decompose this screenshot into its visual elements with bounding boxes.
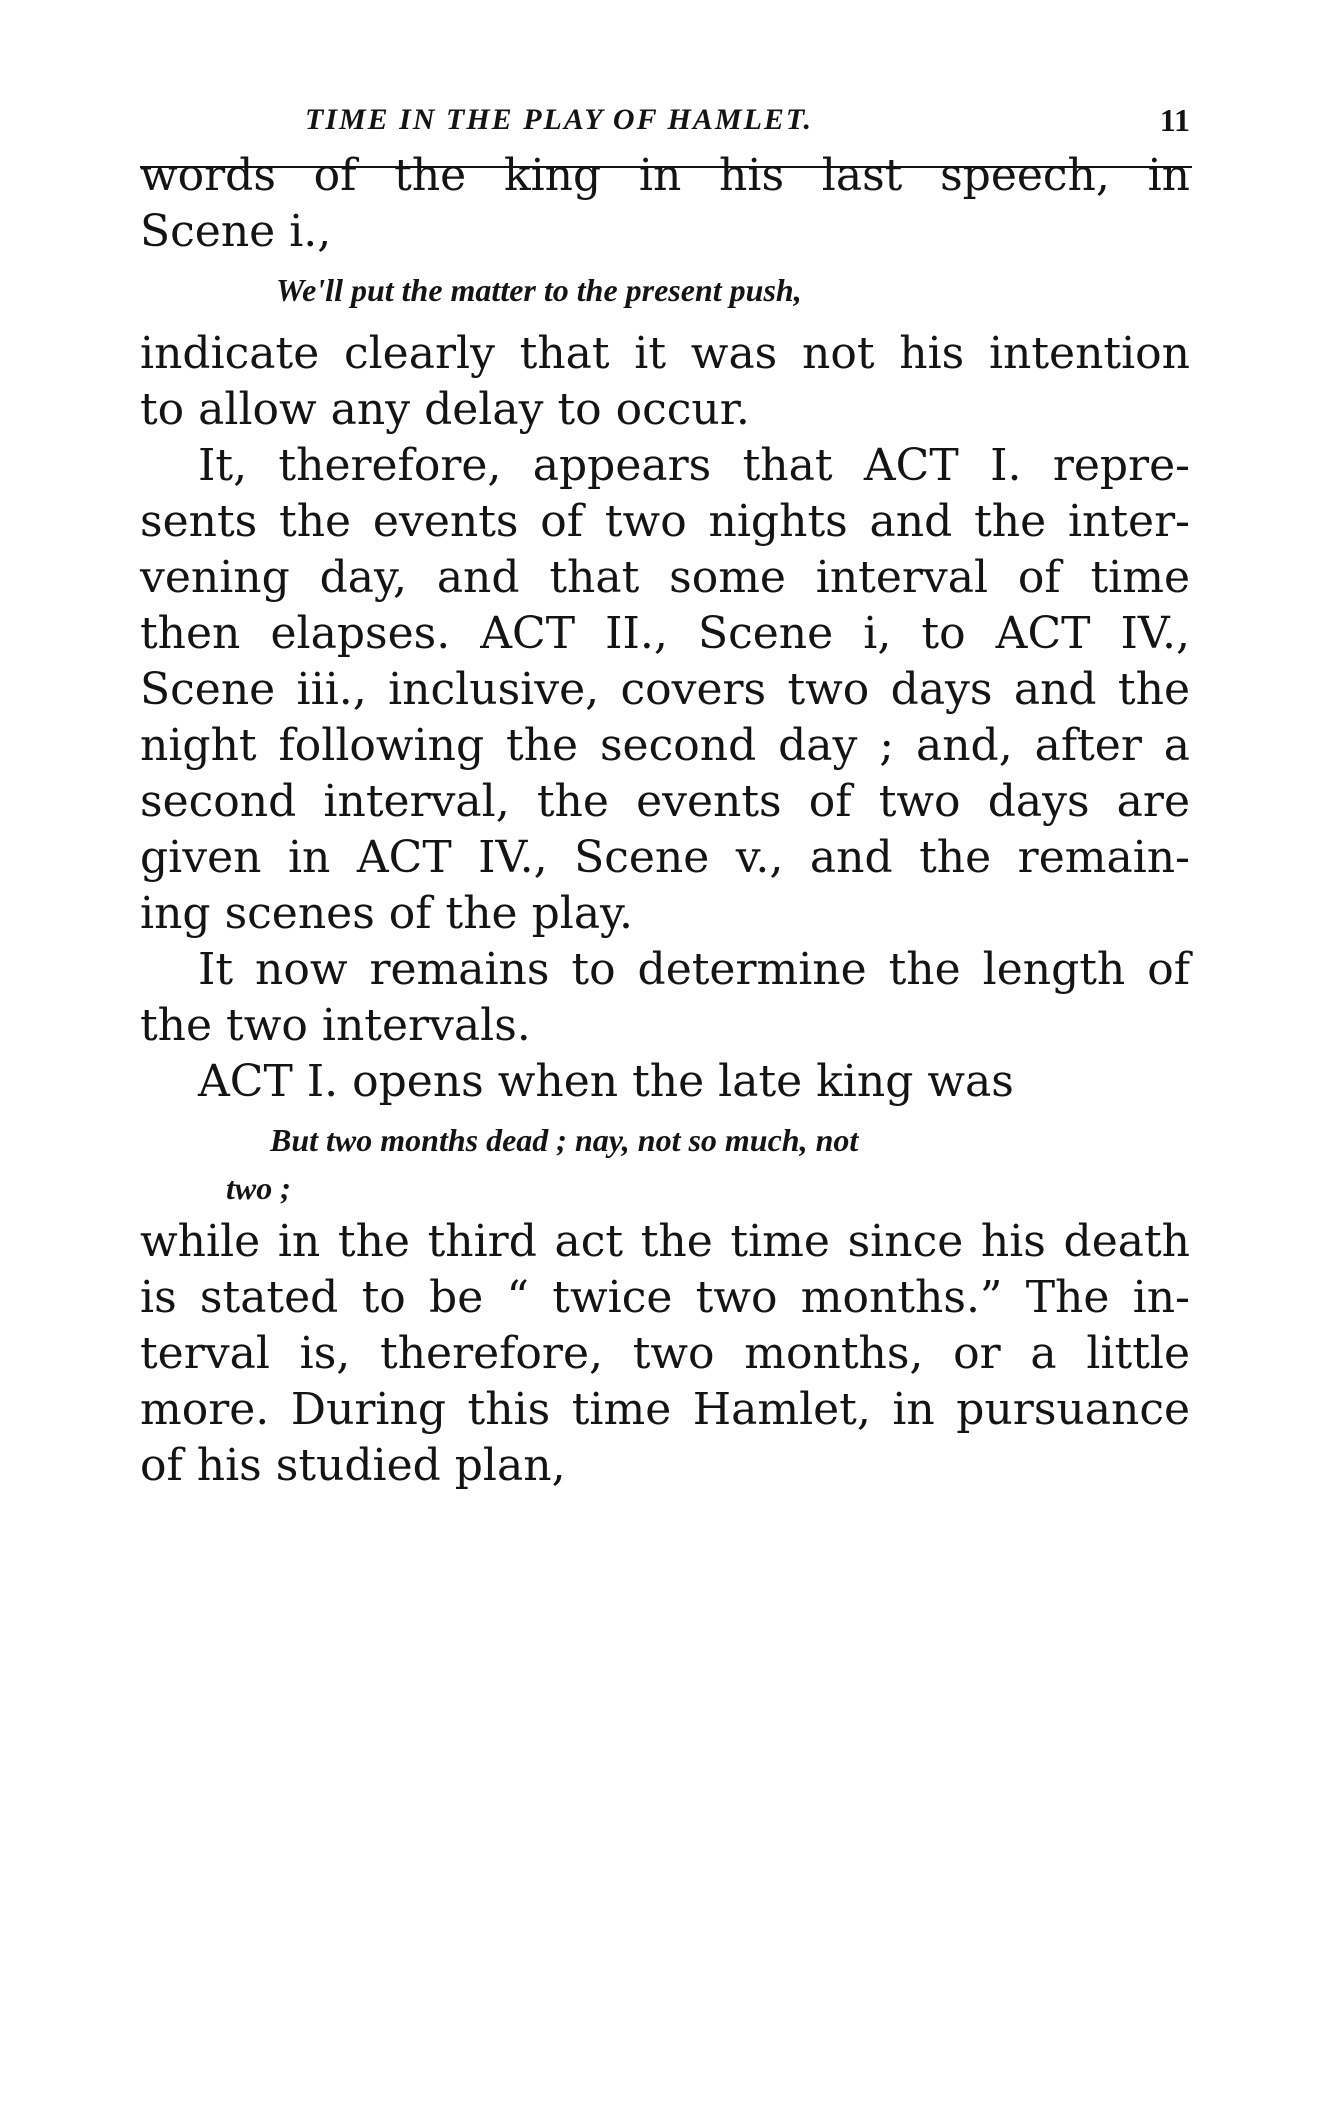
text-line: more. During this time Hamlet, in pursuance: [140, 1384, 1190, 1435]
text-line: sents the events of two nights and the inter-: [140, 496, 1190, 547]
text-line: ACT I. opens when the late king was: [198, 1056, 1014, 1107]
text-line: to allow any delay to occur.: [140, 384, 750, 435]
verse-quote: We'll put the matter to the present push,: [276, 272, 802, 308]
text-line: indicate clearly that it was not his intention: [140, 328, 1190, 379]
text-line: of his studied plan,: [140, 1440, 566, 1491]
running-title: TIME IN THE PLAY OF HAMLET.: [305, 103, 813, 136]
text-line: Scene i.,: [140, 206, 332, 257]
text-line: given in ACT IV., Scene v., and the remain-: [140, 832, 1190, 883]
text-line: then elapses. ACT II., Scene i, to ACT IV.,: [140, 608, 1190, 659]
text-line: while in the third act the time since his death: [140, 1216, 1190, 1267]
text-line: terval is, therefore, two months, or a little: [140, 1328, 1190, 1379]
text-line: It, therefore, appears that ACT I. repre-: [198, 440, 1190, 491]
text-line: Scene iii., inclusive, covers two days and the: [140, 664, 1190, 715]
text-line: It now remains to determine the length of: [198, 944, 1190, 995]
text-line: second interval, the events of two days are: [140, 776, 1190, 827]
text-line: vening day, and that some interval of time: [140, 552, 1190, 603]
text-line: words of the king in his last speech, in: [140, 150, 1190, 201]
text-line: is stated to be “ twice two months.” The in-: [140, 1272, 1190, 1323]
text-line: the two intervals.: [140, 1000, 531, 1051]
verse-quote: two ;: [226, 1170, 291, 1206]
text-line: night following the second day ; and, after a: [140, 720, 1190, 771]
text-line: ing scenes of the play.: [140, 888, 634, 939]
verse-quote: But two months dead ; nay, not so much, not: [270, 1122, 859, 1158]
page-number: 11: [1159, 102, 1190, 138]
